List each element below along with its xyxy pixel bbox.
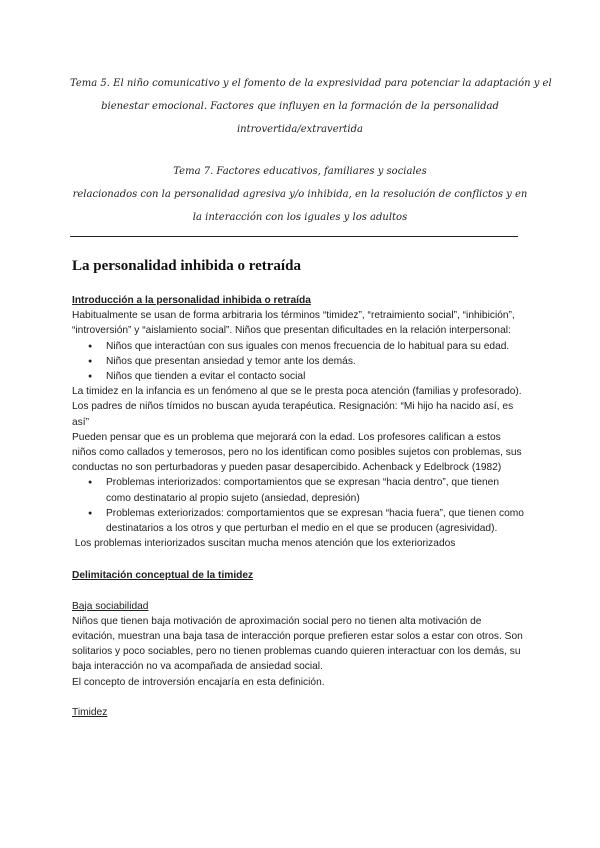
- intro-paragraph-3: Pueden pensar que es un problema que mejorará con la edad. Los profesores califican a estos niños como callados y temerosos, pero no los identifican como posibles sujetos con problemas, sus conductas no son perturbadoras y pueden pasar desapercibido. Achenback y Edelbrock (1982): [72, 431, 522, 474]
- intro-paragraph-2: La timidez en la infancia es un fenómeno al que se le presta poca atención (familias y profesorado). Los padres de niños tímidos no buscan ayuda terapéutica. Resignación: “Mi hijo ha nacido así, es así”: [72, 386, 522, 428]
- topic-5-header: [70, 72, 552, 141]
- list-item: ● Niños que presentan ansiedad y temor ante los demás.: [106, 354, 524, 369]
- topic-5-line: introvertida/extravertida: [236, 124, 363, 135]
- header-divider: [70, 236, 518, 237]
- intro-paragraph-4: Los problemas interiorizados suscitan mucha menos atención que los exteriorizados: [72, 538, 456, 550]
- topic-7-line: relacionados con la personalidad agresiva y/o inhibida, en la resolución de conflictos y en: [72, 189, 528, 200]
- list-item: ● Problemas interiorizados: comportamientos que se expresan “hacia dentro”, que tienen como destinatario al propio sujeto (ansiedad, depresión): [106, 475, 524, 505]
- intro-heading: Introducción a la personalidad inhibida o retraída: [72, 295, 311, 306]
- page-title: La personalidad inhibida o retraída: [72, 258, 301, 274]
- introversion-note: El concepto de introversión encajaría en esta definición.: [72, 676, 325, 688]
- topic-7-line: Tema 7. Factores educativos, familiares y sociales: [173, 166, 427, 177]
- topic-7-header: [70, 160, 530, 229]
- list-item: ● Problemas exteriorizados: comportamientos que se expresan “hacia fuera”, que tienen como destinatarios a los otros y que perturban el medio en el que se producen (agresividad).: [106, 506, 524, 536]
- topic-5-line: bienestar emocional. Factores que influyen en la formación de la personalidad: [101, 101, 499, 112]
- topic-5-line: Tema 5. El niño comunicativo y el fomento de la expresividad para potenciar la adaptación y el: [70, 78, 552, 89]
- shyness-heading: Timidez: [72, 706, 108, 718]
- list-item: ● Niños que tienden a evitar el contacto social: [106, 369, 524, 384]
- difficulty-list: [72, 339, 524, 385]
- low-sociability-paragraph: Niños que tienen baja motivación de aproximación social pero no tienen alta motivación de evitación, muestran una baja tasa de interacción porque prefieren estar solos a estar con otros. Son solitarios y poco sociables, pero no tienen problemas cuando quieren interactuar con los demás, su baja interacción no va acompañada de ansiedad social.: [72, 615, 523, 673]
- list-item: ● Niños que interactúan con sus iguales con menos frecuencia de lo habitual para su edad.: [106, 339, 524, 354]
- problem-types-list: [72, 475, 524, 536]
- document-body: [72, 256, 524, 720]
- topic-7-line: la interacción con los iguales y los adultos: [192, 212, 408, 223]
- delimitation-heading: Delimitación conceptual de la timidez: [72, 570, 254, 582]
- intro-paragraph-1: Habitualmente se usan de forma arbitraria los términos “timidez”, “retraimiento social”, “inhibición”, “introversión” y “aislamiento social”. Niños que presentan dificultades en la relación interpersonal:: [72, 310, 515, 337]
- low-sociability-heading: Baja sociabilidad: [72, 600, 149, 612]
